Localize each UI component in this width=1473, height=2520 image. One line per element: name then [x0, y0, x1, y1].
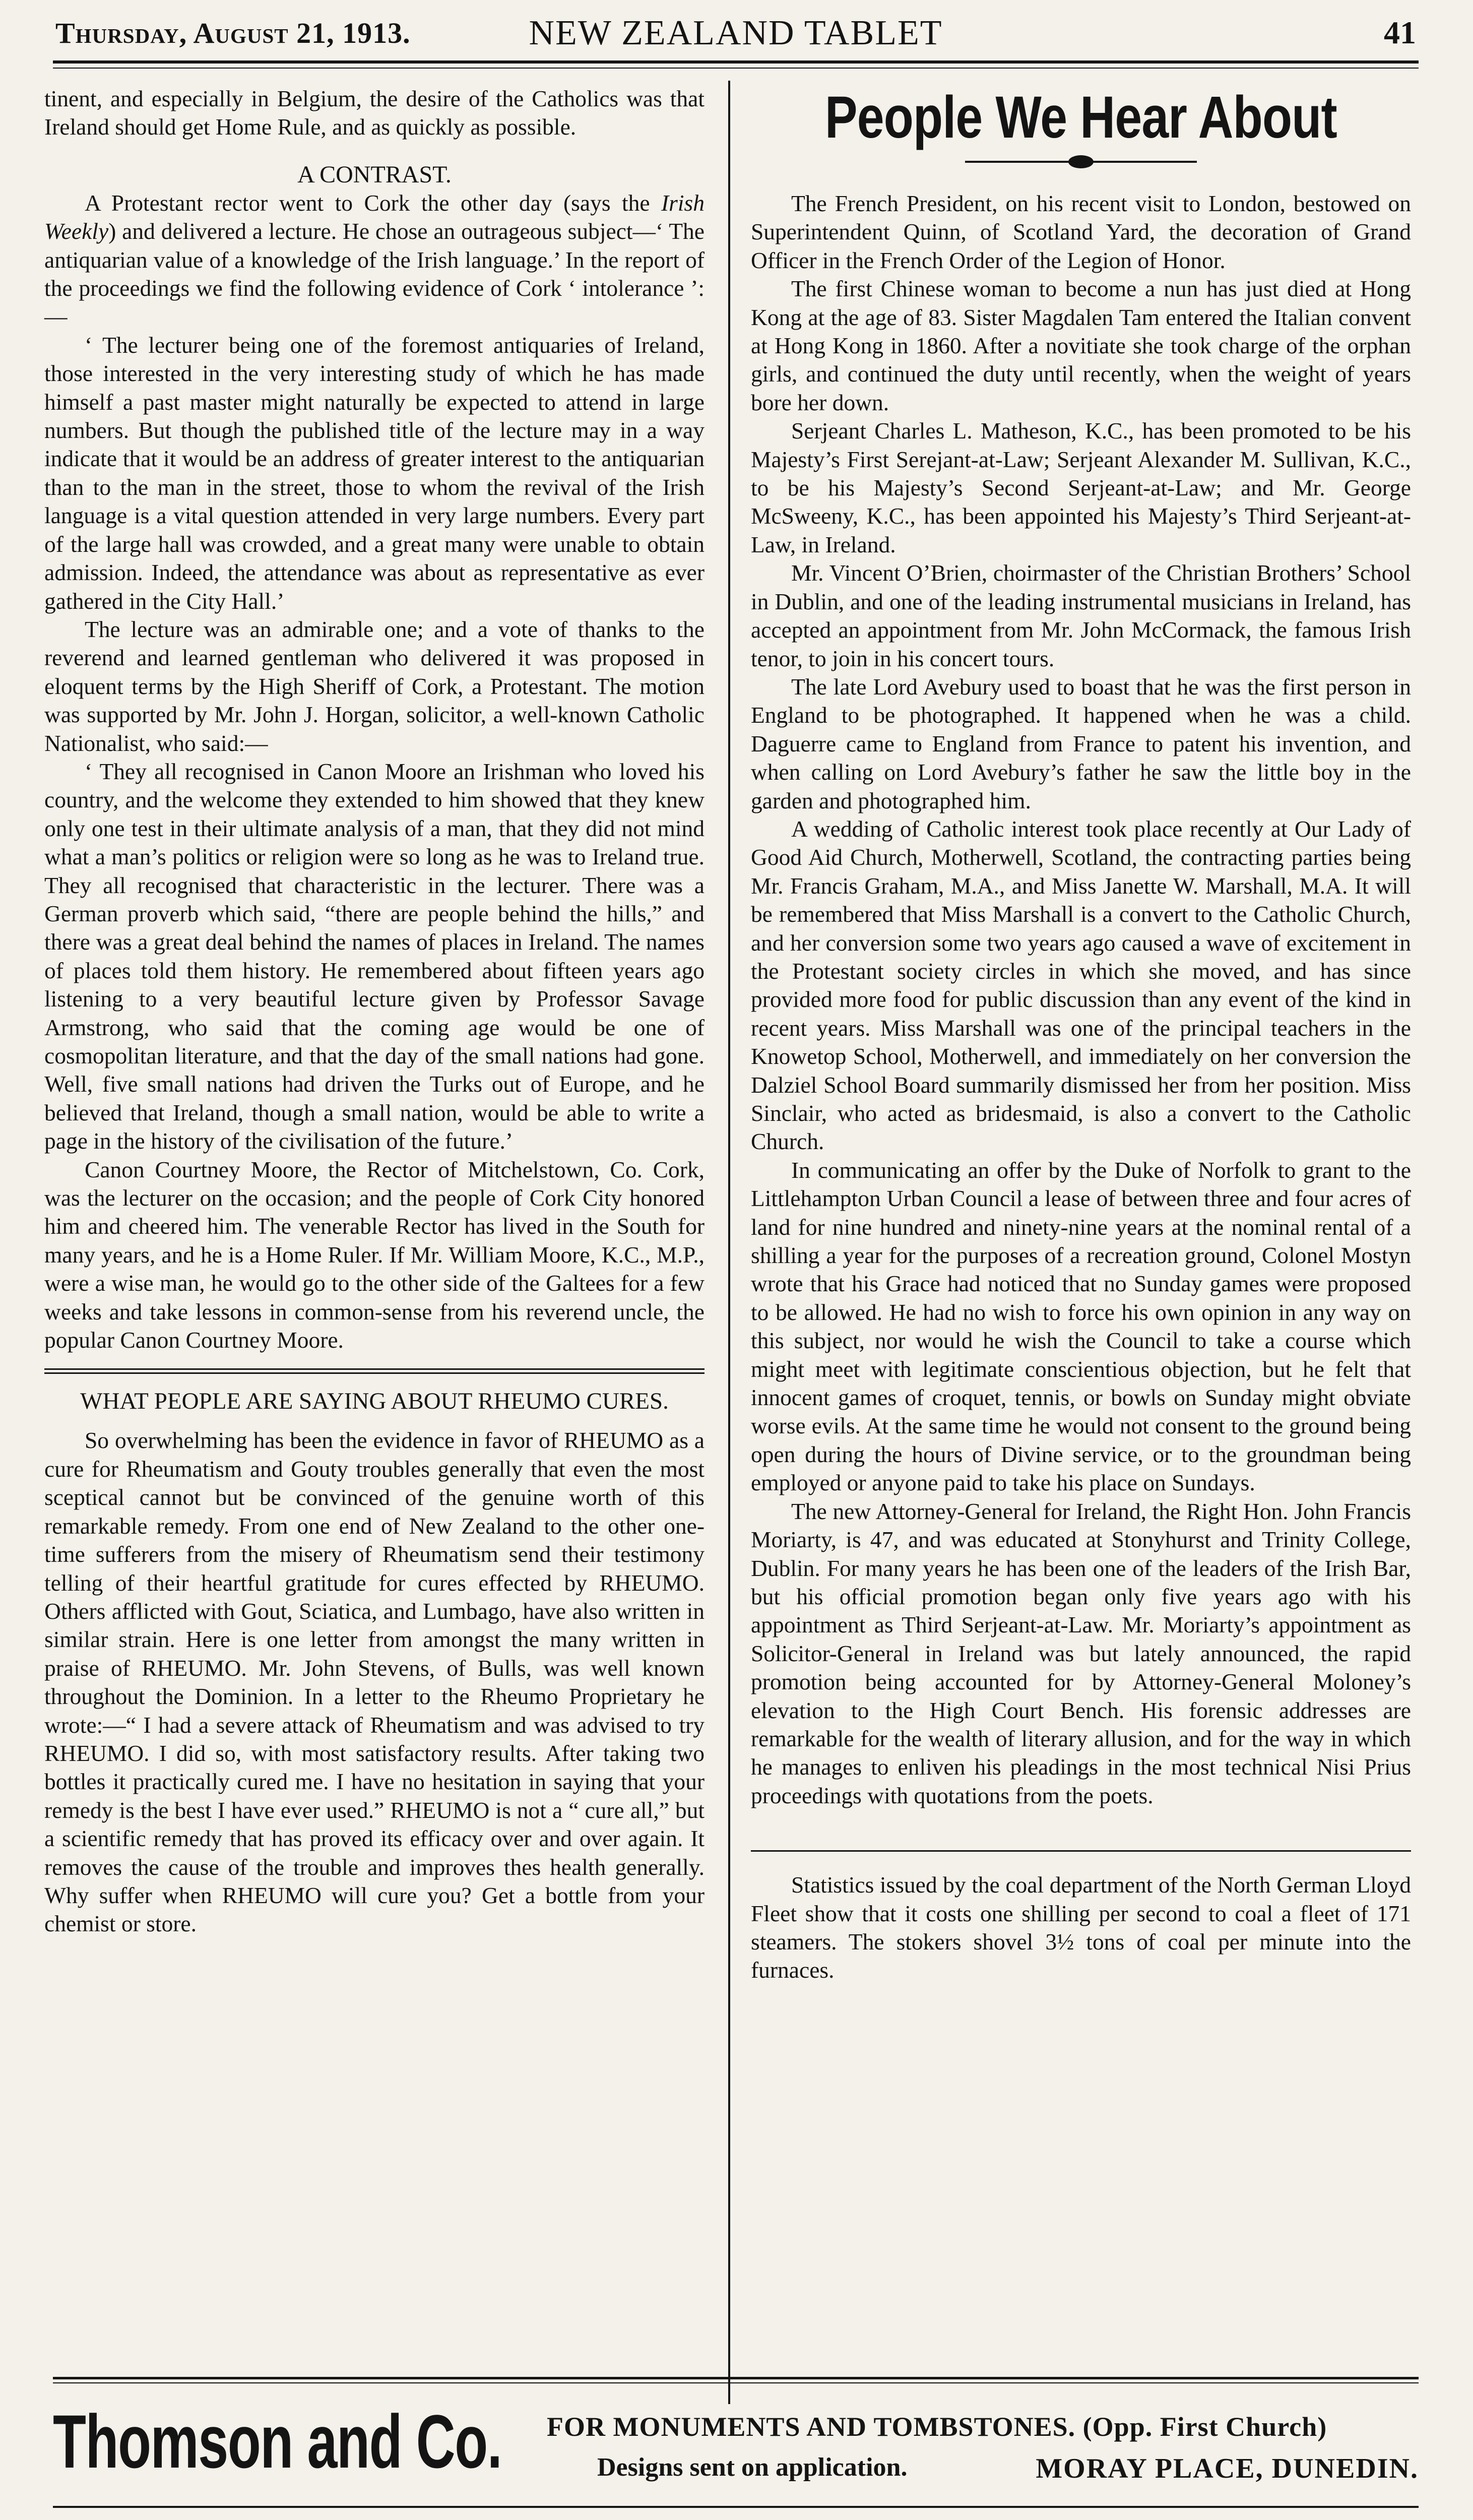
section-rule: [44, 1368, 705, 1374]
contrast-heading: A CONTRAST.: [297, 161, 452, 188]
article-continuation: tinent, and especially in Belgium, the desire of the Catholics was that Ireland should get Home Rule, and as quickly as possible.: [44, 86, 705, 140]
page-header: [55, 9, 1416, 59]
left-column: [44, 85, 705, 1938]
issue-date: Thursday, August 21, 1913.: [55, 17, 411, 49]
advert-address: MORAY PLACE, DUNEDIN.: [1036, 2453, 1419, 2484]
news-item: Mr. Vincent O’Brien, choirmaster of the Christian Brothers’ School in Dublin, and one of the leading instrumental musicians in Ireland, has accepted an appointment from Mr. John McCormack, the famous Irish tenor, to join in his concert tours.: [751, 560, 1411, 671]
news-item: A wedding of Catholic interest took place recently at Our Lady of Good Aid Church, Motherwell, Scotland, the contracting parties being Mr. Francis Graham, M.A., and Miss Janette W. Marshall, M.A. It will be remembered that Miss Marshall is a convert to the Catholic Church, and her conversion some two years ago caused a wave of excitement in the Protestant society circles in which she moved, and has since provided more food for public discussion than any event of the kind in recent years. Miss Marshall was one of the principal teachers in the Knowetop School, Motherwell, and immediately on her conversion the Dalziel School Board summarily dismissed her from her position. Miss Sinclair, who acted as bridesmaid, is also a convert to the Catholic Church.: [751, 815, 1411, 1155]
news-item: In communicating an offer by the Duke of Norfolk to grant to the Littlehampton Urban Council a lease of between three and four acres of land for nine hundred and ninety-nine years at the nominal rental of a shilling a year for the purposes of a recreation ground, Colonel Mostyn wrote that his Grace had noticed that no Sunday games were proposed to be allowed. He had no wish to force his own opinion in any way on this subject, nor would he wish the Council to take a course which might meet with legitimate conscientious objection, but he felt that innocent games of croquet, tennis, or bowls on Sunday might obviate worse evils. At the same time he would not consent to the ground being open during the hours of Divine service, or to the groundman being employed or anyone paid to take his place on Sundays.: [751, 1157, 1411, 1496]
news-item: The French President, on his recent visit to London, bestowed on Superintendent Quinn, of Scotland Yard, the decoration of Grand Officer in the French Order of the Legion of Honor.: [751, 191, 1411, 273]
news-item: The late Lord Avebury used to boast that he was the first person in England to be photographed. It happened when he was a child. Daguerre came to England from France to patent his invention, and when calling on Lord Avebury’s father he saw the little boy in the garden and photographed him.: [751, 673, 1411, 813]
advertiser-name: Thomson and Co.: [53, 2399, 502, 2484]
page-number: 41: [1384, 15, 1416, 50]
advert-designs: Designs sent on application.: [597, 2453, 908, 2482]
contrast-paragraph-1: A Protestant rector went to Cork the other day (says the Irish Weekly) and delivered a lecture. He chose an outrageous subject—‘ The antiquarian value of a knowledge of the Irish language.’ In the report of the proceedings we find the following evidence of Cork ‘ intolerance ’:—: [44, 190, 705, 330]
contrast-paragraph-4: ‘ They all recognised in Canon Moore an Irishman who loved his country, and the welcome they extended to him showed that they knew only one test in their ultimate analysis of a man, that they did not mind what a man’s politics or religion were so long as he was to Ireland true. They all recognised that characteristic in the lecturer. There was a German proverb which said, “there are people behind the hills,” and there was a great deal behind the names of places in Ireland. The names of places told them history. He remembered about fifteen years ago listening to a very beautiful lecture given by Professor Savage Armstrong, who said that the coming age would be one of cosmopolitan literature, and that the day of the small nations had gone. Well, five small nations had driven the Turks out of Europe, and he believed that Ireland, though a small nation, would be able to write a page in the history of the civilisation of the future.’: [44, 758, 705, 1154]
title-ornament: [965, 154, 1197, 169]
coal-statistics-note: [751, 1850, 1411, 1985]
right-column: [751, 85, 1411, 1985]
advert-rule-bottom: [53, 2506, 1419, 2508]
header-rule-thick: [53, 60, 1419, 64]
advert-tagline: FOR MONUMENTS AND TOMBSTONES. (Opp. First Church): [547, 2412, 1327, 2442]
feature-title: People We Hear About: [825, 84, 1337, 151]
header-rule-thin: [53, 68, 1419, 69]
column-divider: [728, 81, 730, 2404]
news-item: The first Chinese woman to become a nun has just died at Hong Kong at the age of 83. Sister Magdalen Tam entered the Italian convent at Hong Kong in 1860. After a novitiate she took charge of the orphan girls, and continued the duty until recently, when the weight of years bore her down.: [751, 276, 1411, 415]
news-item: The new Attorney-General for Ireland, the Right Hon. John Francis Moriarty, is 47, and was educated at Stonyhurst and Trinity College, Dublin. For many years he has been one of the leaders of the Irish Bar, but his official promotion began only five years ago with his appointment as Third Serjeant-at-Law. Mr. Moriarty’s appointment as Solicitor-General in Ireland was but lately announced, the rapid promotion being accounted for by Attorney-General Moloney’s elevation to the High Court Bench. His forensic addresses are remarkable for the wealth of literary allusion, and for the way in which he manages to enliven his pleadings in the most technical Nisi Prius proceedings with quotations from the poets.: [751, 1498, 1411, 1808]
contrast-paragraph-3: The lecture was an admirable one; and a vote of thanks to the reverend and learned gentleman who delivered it was proposed in eloquent terms by the High Sheriff of Cork, a Protestant. The motion was supported by Mr. John J. Horgan, solicitor, a well-known Catholic Nationalist, who said:—: [44, 616, 705, 756]
note-text: Statistics issued by the coal department of the North German Lloyd Fleet show that it costs one shilling per second to coal a fleet of 171 steamers. The stokers shovel 3½ tons of coal per minute into the furnaces.: [751, 1872, 1411, 1983]
contrast-paragraph-5: Canon Courtney Moore, the Rector of Mitchelstown, Co. Cork, was the lecturer on the occasion; and the people of Cork City honored him and cheered him. The venerable Rector has lived in the South for many years, and he is a Home Ruler. If Mr. William Moore, K.C., M.P., were a wise man, he would go to the other side of the Galtees for a few weeks and take lessons in common-sense from his reverend uncle, the popular Canon Courtney Moore.: [44, 1156, 705, 1353]
contrast-paragraph-2: ‘ The lecturer being one of the foremost antiquaries of Ireland, those interested in the very interesting study of which he has made himself a past master might naturally be expected to attend in large numbers. But though the published title of the lecture may in a way indicate that it would be an address of greater interest to the antiquarian than to the man in the street, those to whom the revival of the Irish language is a vital question attended in very large numbers. Every part of the large hall was crowded, and a great many were unable to obtain admission. Indeed, the attendance was about as representative as ever gathered in the City Hall.’: [44, 332, 705, 614]
rheumo-heading: WHAT PEOPLE ARE SAYING ABOUT RHEUMO CURES.: [80, 1388, 669, 1415]
advertisement: [53, 2379, 1419, 2510]
masthead-title: NEW ZEALAND TABLET: [529, 14, 943, 52]
news-item: Serjeant Charles L. Matheson, K.C., has been promoted to be his Majesty’s First Serejant-at-Law; Serjeant Alexander M. Sullivan, K.C., to be his Majesty’s Second Serjeant-at-Law; and Mr. George McSweeny, K.C., has been appointed his Majesty’s Third Serjeant-at-Law, in Ireland.: [751, 418, 1411, 557]
rheumo-paragraph: So overwhelming has been the evidence in favor of RHEUMO as a cure for Rheumatism and Gouty troubles generally that even the most sceptical cannot but be convinced of the genuine worth of this remarkable remedy. From one end of New Zealand to the other one-time sufferers from the misery of Rheumatism send their testimony telling of their heartful gratitude for cures effected by RHEUMO. Others afflicted with Gout, Sciatica, and Lumbago, have also written in similar strain. Here is one letter from amongst the many written in praise of RHEUMO. Mr. John Stevens, of Bulls, was well known throughout the Dominion. In a letter to the Rheumo Proprietary he wrote:—“ I had a severe attack of Rheumatism and was advised to try RHEUMO. I did so, with most satisfactory results. After taking two bottles it practically cured me. I have no hesitation in saying that your remedy is the best I have ever used.” RHEUMO is not a “ cure all,” but a scientific remedy that has proved its efficacy over and over again. It removes the cause of the trouble and improves thes health generally. Why suffer when RHEUMO will cure you? Get a bottle from your chemist or store.: [44, 1427, 705, 1937]
publication-title: Irish Weekly: [44, 190, 705, 244]
